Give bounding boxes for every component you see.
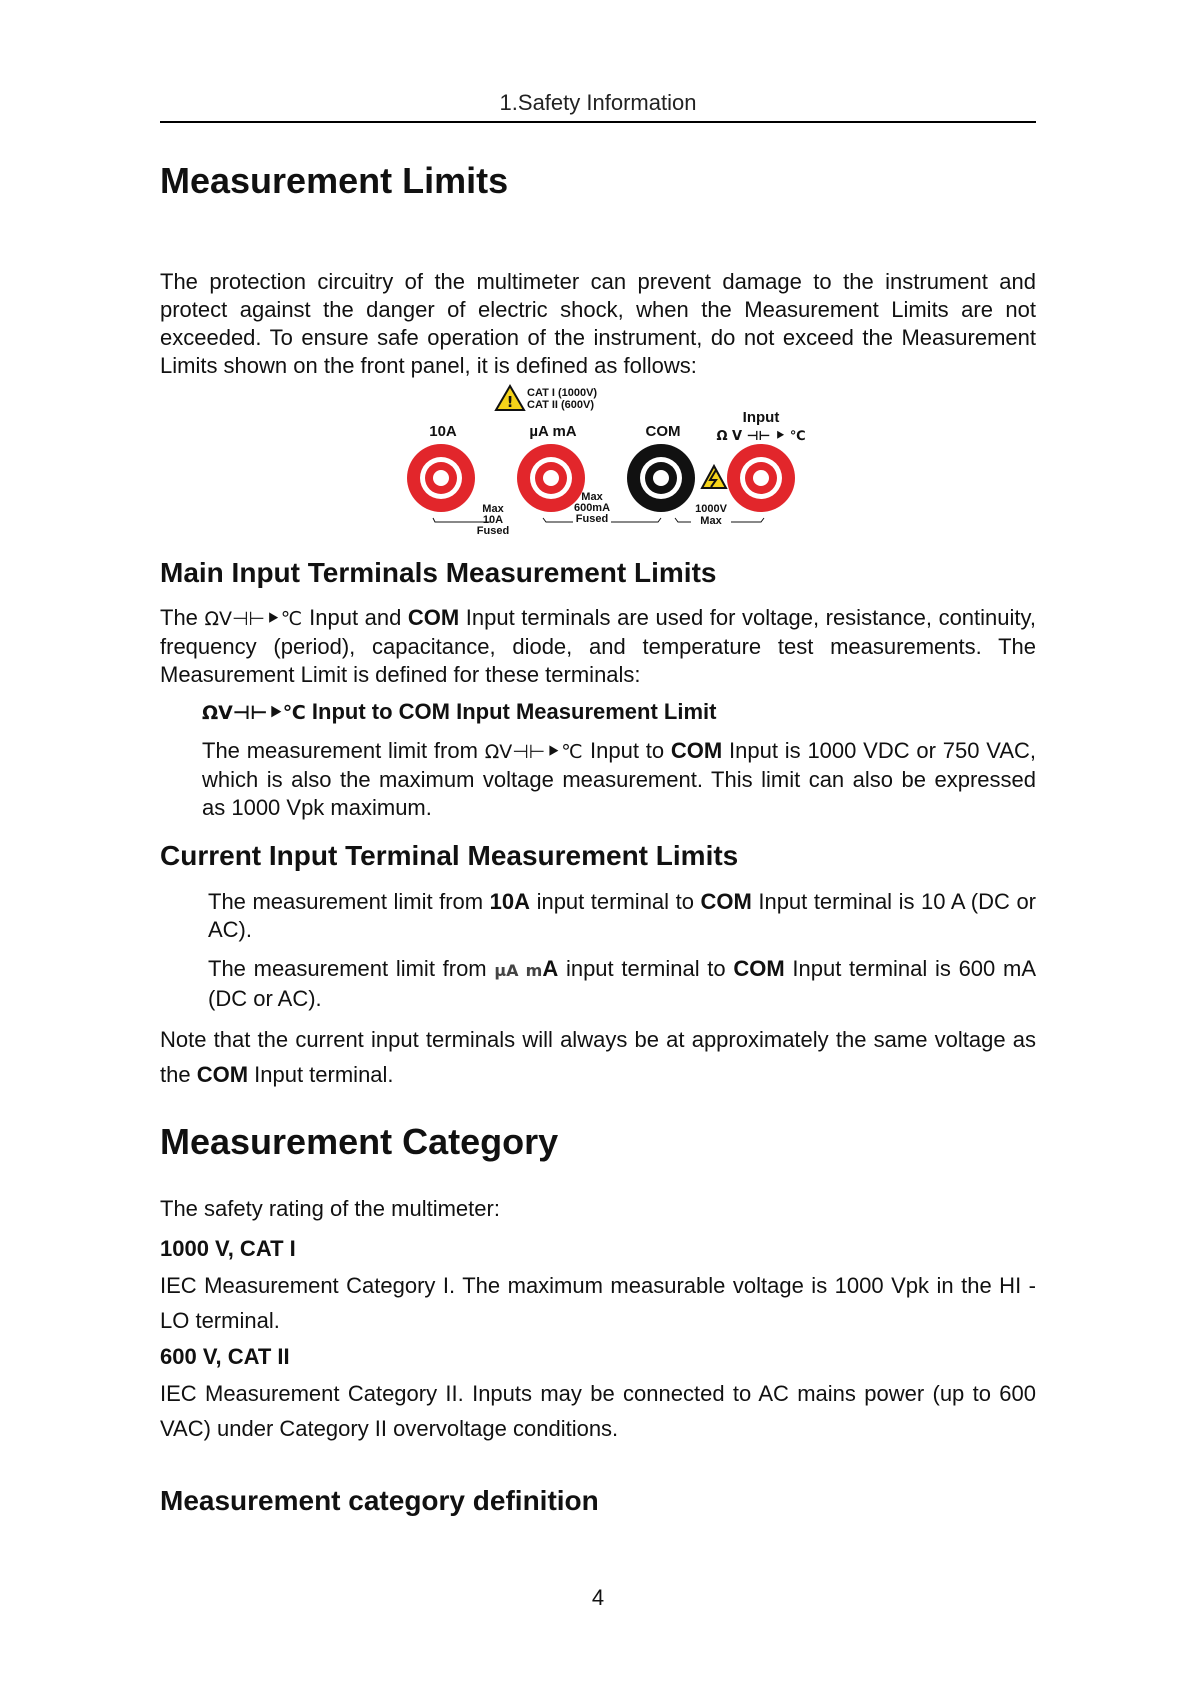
note-suffix: Input terminal. <box>248 1062 394 1087</box>
max-10a-line2: 10A <box>482 514 504 526</box>
main-input-paragraph-com: COM <box>407 605 460 630</box>
max-10a-line1: Max <box>482 503 504 515</box>
p1-suffix: Input terminal is 10 A (DC or AC). <box>208 889 1037 942</box>
cat-rating-line2: CAT II (600V) <box>527 399 595 411</box>
category-intro: The safety rating of the multimeter: <box>160 1196 500 1221</box>
max-600ma-line1: Max <box>581 491 603 503</box>
note-com: COM <box>196 1062 249 1087</box>
max-10a-line3: Fused <box>476 525 510 537</box>
high-voltage-icon <box>702 466 726 488</box>
p2-prefix: The measurement limit from <box>208 956 495 981</box>
p1-mid: input terminal to <box>530 889 701 914</box>
warning-icon <box>496 386 524 411</box>
main-input-paragraph-part2: Input terminals are used for voltage, resistance, continuity, frequency (period), capacitance, diode, and temperature test measurements. The Measurement Limit is defined for these terminals: <box>160 605 1036 687</box>
limit-com: COM <box>670 738 723 763</box>
main-input-paragraph <box>160 604 1036 689</box>
terminal-label-10a: 10A <box>429 423 457 440</box>
section-title-main-input: Main Input Terminals Measurement Limits <box>160 557 717 588</box>
terminal-label-input: Input <box>742 409 780 426</box>
cat2-text: IEC Measurement Category II. Inputs may be connected to AC mains power (up to 600 VAC) under Category II overvoltage conditions. <box>160 1381 1036 1441</box>
current-note-paragraph <box>160 1022 1036 1092</box>
sub-title-text: Input to COM Input Measurement Limit <box>305 699 717 724</box>
terminal-input <box>727 444 795 512</box>
terminal-label-ua-ma: µA mA <box>529 423 577 440</box>
p2-mid: input terminal to <box>558 956 734 981</box>
section-title-measurement-category: Measurement Category <box>160 1121 559 1162</box>
max-1000v-line2: Max <box>700 515 722 527</box>
cat1-title: 1000 V, CAT I <box>160 1236 296 1261</box>
note-prefix: Note that the current input terminals will always be at approximately the same voltage as the <box>160 1027 1036 1087</box>
terminal-label-input-symbols: Ω V ⊣⊢ ⯈ ℃ <box>716 429 806 444</box>
sub-title-input-to-com <box>202 699 716 725</box>
p2-com: COM <box>733 956 785 981</box>
intro-paragraph: The protection circuitry of the multimeter can prevent damage to the instrument and protect against the danger of electric shock, when the Measurement Limits are not exceeded. To ensure safe operation of the instrument, do not exceed the Measurement Limits shown on the front panel, it is defined as follows: <box>160 269 1036 378</box>
main-input-paragraph-part1: Input and <box>302 605 408 630</box>
page-number: 4 <box>591 1585 605 1610</box>
p1-com: COM <box>700 889 752 914</box>
p2-suffix: Input terminal is 600 mA (DC or AC). <box>208 956 1036 1011</box>
svg-text:!: ! <box>506 393 514 411</box>
limit-part2: Input is 1000 VDC or 750 VAC, which is also the maximum voltage measurement. This limit can also be expressed as 1000 Vpk maximum. <box>202 738 1036 820</box>
p1-prefix: The measurement limit from <box>208 889 490 914</box>
cat-rating-line1: CAT I (1000V) <box>527 387 598 399</box>
p1-terminal: 10A <box>489 889 531 914</box>
terminal-label-com: COM <box>645 423 681 440</box>
max-1000v-line1: 1000V <box>695 503 727 515</box>
section-title-category-definition: Measurement category definition <box>160 1485 599 1516</box>
limit-prefix: The measurement limit from <box>202 738 485 763</box>
terminal-com <box>627 444 695 512</box>
main-input-paragraph-prefix: The <box>160 605 205 630</box>
p2-ua: µA m <box>494 961 543 980</box>
section-title-measurement-limits: Measurement Limits <box>160 160 509 201</box>
current-limit-10a-paragraph <box>208 888 1036 944</box>
p2-a: A <box>542 956 559 981</box>
terminal-10a <box>407 444 475 512</box>
header-rule <box>160 121 1036 123</box>
max-600ma-line2: 600mA <box>573 502 611 514</box>
cat1-text: IEC Measurement Category I. The maximum measurable voltage is 1000 Vpk in the HI -LO terminal. <box>160 1273 1036 1333</box>
limit-part1: Input to <box>583 738 671 763</box>
input-symbols-icon: ΩV⊣⊢⯈℃ <box>202 702 306 724</box>
max-600ma-line3: Fused <box>575 513 609 525</box>
input-symbols-icon: ΩV⊣⊢⯈℃ <box>484 741 584 763</box>
input-to-com-limit-paragraph <box>202 737 1036 822</box>
input-symbols-icon: ΩV⊣⊢⯈℃ <box>204 608 303 630</box>
cat2-title: 600 V, CAT II <box>160 1344 290 1369</box>
front-panel-terminals-figure <box>403 384 806 544</box>
current-limit-ma-paragraph <box>208 955 1036 1013</box>
running-header: 1.Safety Information <box>499 90 697 115</box>
section-title-current-input: Current Input Terminal Measurement Limits <box>160 840 739 871</box>
